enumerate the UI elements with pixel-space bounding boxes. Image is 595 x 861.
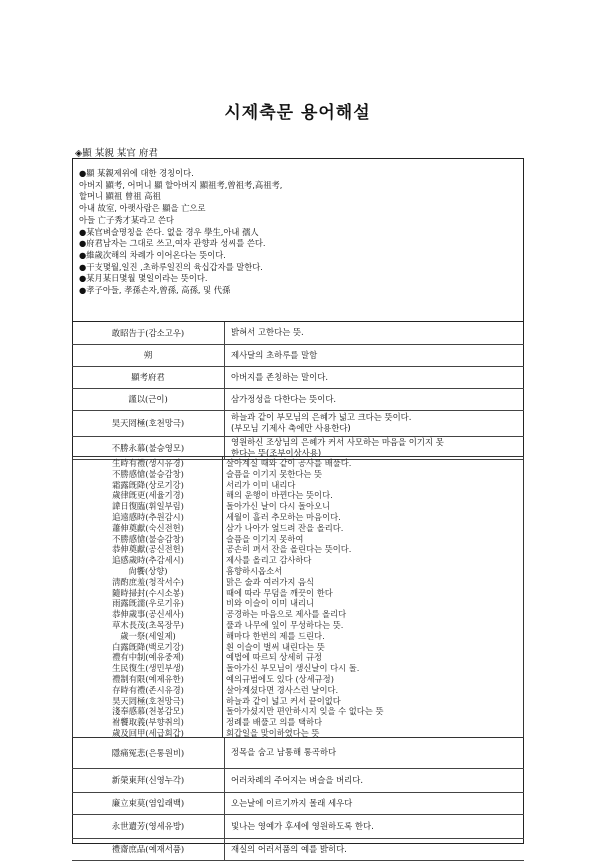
- glossary-table: [72, 322, 524, 460]
- description-cell: [225, 814, 525, 838]
- overlay-term: 禮制有限(예제유한): [112, 674, 184, 684]
- description-text: 아버지를 존칭하는 말이다.: [231, 371, 328, 382]
- overlay-description: 예의규범에도 있다 (상세규정): [226, 674, 334, 684]
- intro-line: ●干支몇월,일진 ,초하루일진의 육십갑자를 말한다.: [79, 261, 263, 272]
- overlay-description: 삼가 나아가 엎드려 잔을 올리다.: [226, 522, 344, 533]
- overlay-description: 공경하는 마음으로 제사를 올리다: [226, 609, 347, 620]
- table-row: [72, 838, 524, 860]
- overlay-term: 歲律旣更(세율기경): [112, 490, 184, 501]
- overlay-term: 存時有禮(존시유경): [112, 684, 184, 695]
- term-cell: 不勝永慕(불승영모): [72, 436, 225, 459]
- overlay-description: 정례를 배풀고 의를 택하다: [226, 717, 323, 728]
- overlay-term: 雨露旣濡(우로기유): [112, 598, 184, 609]
- overlay-description: 하늘과 같이 넓고 커서 끝이없다: [226, 695, 341, 706]
- overlay-description: 풀과 나무에 잎이 무성하다는 뜻.: [226, 620, 344, 630]
- table-row: [72, 344, 524, 366]
- overlay-description: 때에 따라 무덤을 깨끗이 한다: [226, 587, 333, 598]
- table-row: [72, 322, 524, 344]
- term-cell: 謹以(근이): [72, 388, 225, 410]
- description-cell: [225, 388, 525, 410]
- intro-line: 아들 亡子秀才某라고 쓴다: [79, 214, 174, 225]
- table-row: [72, 410, 524, 436]
- table-row: [72, 768, 524, 792]
- overlay-term: 蕭伸奠獻(숙신전헌): [112, 522, 184, 533]
- table-row: [72, 792, 524, 814]
- overlay-term: 生時有禮(생시유경): [112, 458, 184, 468]
- overlay-description: 슬픔을 이기지 못한다는 뜻: [226, 468, 323, 479]
- intro-line: ●顯 某親제위에 대한 경칭이다.: [79, 168, 194, 178]
- overlay-desc-column: [226, 456, 516, 738]
- description-text: 삼가정성을 다한다는 뜻이다.: [231, 393, 337, 404]
- intro-line: ●某官벼슬명칭을 쓴다. 없을 경우 學生,아내 孺人: [79, 226, 259, 237]
- intro-line: ●孝子아들, 孝孫손자,曾孫, 高孫, 및 代孫: [79, 285, 231, 296]
- overlay-description: 흠향하시옵소서: [226, 566, 283, 576]
- overlay-term: 白露旣降(백로기강): [112, 641, 184, 652]
- intro-line: 아버지 顯考, 어머니 顯 할아버지 顯祖考,曾祖考,高祖考,: [79, 179, 283, 190]
- description-cell: [225, 344, 525, 366]
- overlay-description: 돌아가셨지만 편안하시지 잊을 수 없다는 뜻: [226, 706, 384, 717]
- overlay-description: 살아계실 때와 같이 공사를 배풀다.: [226, 458, 352, 468]
- overlay-term: 隨時掃封(수시소봉): [112, 587, 184, 598]
- table-row: [72, 738, 524, 768]
- overlay-description: 맑은 술과 여러가지 음식: [226, 576, 315, 587]
- overlay-description: 공손히 펴서 잔을 올린다는 뜻이다.: [226, 544, 352, 555]
- overlay-term: 霜露旣降(상로기강): [112, 479, 184, 490]
- description-cell: [225, 366, 525, 388]
- intro-line: ●府君남자는 그대로 쓰고,여자 관향과 성씨를 쓴다.: [79, 238, 266, 249]
- description-text: 어러차례의 주어지는 벼슬을 버리다.: [231, 774, 364, 785]
- description-text: 영원하신 조상님의 은혜가 커서 사모하는 마음을 이기지 못: [231, 436, 444, 447]
- table-row: [72, 366, 524, 388]
- description-cell: [225, 792, 525, 814]
- overlay-description: 제사를 올리고 감사하다: [226, 555, 312, 566]
- term-cell: 顯考府君: [72, 366, 225, 388]
- overlay-description: 돌아가신 날이 다시 돌아오니: [226, 501, 331, 512]
- table-row: [72, 388, 524, 410]
- overlay-term: 淸酌庶羞(청작서수): [112, 576, 184, 587]
- description-text: 재실의 어러서품의 예를 밝히다.: [231, 843, 347, 854]
- overlay-description: 서리가 이미 내리다: [226, 479, 296, 490]
- term-cell: 永世遺芳(영세유방): [72, 814, 225, 838]
- overlay-term: 不勝感愴(불승감창): [112, 468, 184, 479]
- overlay-description: 예법에 따르되 상세히 규정: [226, 652, 323, 663]
- description-text: 빛나는 영예가 후세에 영원하도록 한다.: [231, 820, 374, 831]
- term-cell: 廉立束莫(염입래백): [72, 792, 225, 814]
- glossary-table-lower: [72, 738, 524, 861]
- intro-box: [72, 158, 524, 322]
- description-text: 하늘과 같이 부모님의 은혜가 넓고 크다는 뜻이다.: [231, 412, 412, 422]
- description-text: 밝혀서 고한다는 뜻.: [231, 327, 304, 338]
- term-cell: 昊天罔極(호천망극): [72, 410, 225, 436]
- overlay-term: 恭伸奠獻(공신전헌): [112, 544, 184, 555]
- overlay-description: 회갑일을 맞이하였다는 뜻: [226, 728, 320, 738]
- term-cell: 禮齋庶品(예재서품): [72, 838, 225, 860]
- overlay-description: 세월이 흘러 추모하는 마음이다.: [226, 512, 341, 522]
- term-cell: 新榮東拜(신영누각): [72, 768, 225, 792]
- overlay-term: 草木長茂(초목장무): [112, 620, 184, 630]
- table-row: [72, 814, 524, 838]
- page-title: 시제축문 용어해설: [224, 103, 371, 123]
- overlay-term: 歲及回甲(세급회갑): [112, 728, 184, 738]
- overlay-term: 歲一祭(세일제): [120, 630, 176, 641]
- term-cell: 敢昭告于(감소고우): [72, 322, 225, 344]
- description-cell: [225, 738, 525, 768]
- overlay-description: 슬픔을 이기지 못하여: [226, 533, 304, 544]
- intro-line: ●某月某日몇월 몇일이라는 뜻이다.: [79, 273, 208, 284]
- overlay-term: 禮有中制(예유중제): [112, 652, 184, 663]
- intro-line: ●維歲次해의 차례가 이어온다는 뜻이다.: [79, 249, 226, 260]
- description-text: 오는날에 이르기까지 몰래 세우다: [231, 797, 353, 808]
- description-text: 제사달의 초하루를 말함: [231, 349, 318, 360]
- section-heading: ◈顯 某親 某官 府君: [75, 148, 158, 159]
- overlay-term: 昊天罔極(호천망극): [112, 695, 184, 706]
- description-text: 정목을 숨고 남통해 통곡하다: [231, 747, 337, 758]
- overlay-term: 生民復生(생민부생): [112, 663, 184, 674]
- overlay-description: 해마다 한번의 제를 드린다.: [226, 630, 325, 641]
- overlay-term: 恭伸歲事(공신세사): [112, 609, 184, 620]
- overlay-term: 諱日復臨(휘일부림): [112, 501, 184, 512]
- overlay-term: 淺奉感慕(천봉감모): [112, 706, 184, 717]
- overlay-description: 흰 이슬이 벌써 내린다는 뜻: [226, 641, 325, 652]
- overlay-term: 不勝感愴(불승감창): [112, 533, 184, 544]
- overlay-description: 해의 운행이 바뀐다는 뜻이다.: [226, 490, 333, 501]
- intro-line: 할머니 顯祖 曾祖 高祖: [79, 191, 161, 202]
- overlay-description: 돌아가신 부모님이 생신날이 다시 돌.: [226, 663, 360, 674]
- overlay-column-divider: [222, 456, 223, 738]
- description-text-continued: 한다는 뜻(조부이상사용): [231, 447, 322, 458]
- intro-line: 아내 故室, 아랫사람은 顯을 亡으로: [79, 203, 206, 214]
- overlay-term: 尙饗(상향): [128, 566, 168, 576]
- term-cell: 朔: [72, 344, 225, 366]
- description-text-continued: (부모님 기제사 축에만 사용한다): [231, 423, 351, 433]
- overlay-description: 살아계셨다면 경사스런 날이다.: [226, 684, 339, 695]
- overlay-term: 追遠感時(추원감시): [112, 512, 184, 522]
- description-cell: [225, 768, 525, 792]
- description-cell: [225, 410, 525, 436]
- overlay-description: 비와 이슬이 이미 내리니: [226, 598, 315, 609]
- description-cell: [225, 322, 525, 344]
- overlay-term: 追感歲時(추감세시): [112, 555, 184, 566]
- term-cell: 隱痛冤悲(은통원비): [72, 738, 225, 768]
- overlay-term-column: [75, 456, 221, 738]
- overlay-term: 祔饗取義(부향취의): [112, 717, 184, 728]
- description-cell: [225, 838, 525, 860]
